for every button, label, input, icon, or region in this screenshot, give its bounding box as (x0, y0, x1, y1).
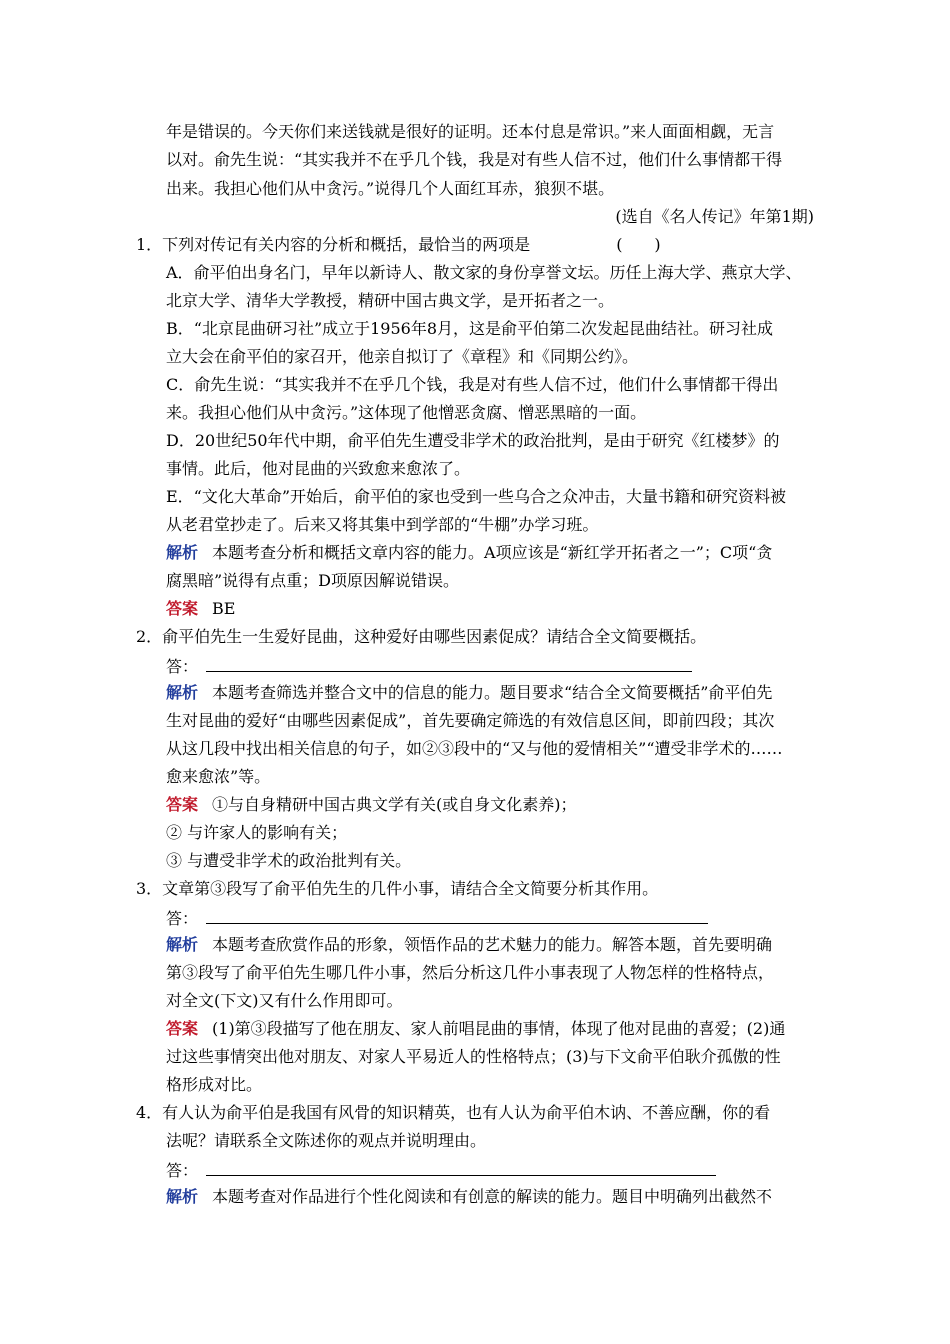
option-line: 事情。此后，他对昆曲的兴致愈来愈浓了。 (166, 459, 471, 478)
analysis-label: 解析 (166, 543, 199, 562)
analysis-label: 解析 (166, 683, 199, 702)
option-line: 北京大学、清华大学教授，精研中国古典文学，是开拓者之一。 (166, 291, 615, 310)
option-line: 来。我担心他们从中贪污。”这体现了他憎恶贪腐、憎恶黑暗的一面。 (166, 403, 647, 422)
answer-blank[interactable]: 答： (166, 905, 708, 931)
answer-line: ③ 与遭受非学术的政治批判有关。 (166, 851, 412, 870)
question-4-stem: 4．有人认为俞平伯是我国有风骨的知识精英，也有人认为俞平伯木讷、不善应酬，你的看 (136, 1103, 771, 1122)
answer-label: 答案 (166, 795, 199, 814)
question-1-stem: 1．下列对传记有关内容的分析和概括，最恰当的两项是 ( ) (136, 235, 661, 254)
analysis-line: 对全文(下文)又有什么作用即可。 (166, 991, 403, 1010)
source-citation: (选自《名人传记》年第1期) (615, 207, 814, 226)
option-line: A．俞平伯出身名门，早年以新诗人、散文家的身份享誉文坛。历任上海大学、燕京大学、 (166, 263, 802, 282)
answer-underline[interactable] (206, 905, 708, 924)
analysis-line: 解析 本题考查欣赏作品的形象，领悟作品的艺术魅力的能力。解答本题，首先要明确 (166, 935, 773, 954)
option-line: C．俞先生说：“其实我并不在乎几个钱，我是对有些人信不过，他们什么事情都干得出 (166, 375, 779, 394)
option-line: E．“文化大革命”开始后，俞平伯的家也受到一些乌合之众冲击，大量书籍和研究资料被 (166, 487, 787, 506)
analysis-line: 从这几段中找出相关信息的句子，如②③段中的“又与他的爱情相关”“遭受非学术的…… (166, 739, 783, 758)
question-4-stem: 法呢？请联系全文陈述你的观点并说明理由。 (166, 1131, 487, 1150)
analysis-line: 愈来愈浓”等。 (166, 767, 271, 786)
answer-line: 答案 BE (166, 599, 236, 618)
answer-blank[interactable]: 答： (166, 653, 692, 679)
passage-line: 年是错误的。今天你们来送钱就是很好的证明。还本付息是常识。”来人面面相觑，无言 (166, 122, 775, 141)
question-3-stem: 3．文章第③段写了俞平伯先生的几件小事，请结合全文简要分析其作用。 (136, 879, 659, 898)
analysis-line: 腐黑暗”说得有点重；D项原因解说错误。 (166, 571, 460, 590)
answer-line: 格形成对比。 (166, 1075, 263, 1094)
answer-label: 答案 (166, 599, 199, 618)
answer-label: 答案 (166, 1019, 199, 1038)
option-line: 从老君堂抄走了。后来又将其集中到学部的“牛棚”办学习班。 (166, 515, 599, 534)
option-line: B．“北京昆曲研习社”成立于1956年8月，这是俞平伯第二次发起昆曲结社。研习社成 (166, 319, 774, 338)
question-2-stem: 2．俞平伯先生一生爱好昆曲，这种爱好由哪些因素促成？请结合全文简要概括。 (136, 627, 707, 646)
analysis-line: 生对昆曲的爱好“由哪些因素促成”，首先要确定筛选的有效信息区间，即前四段；其次 (166, 711, 775, 730)
answer-line: 过这些事情突出他对朋友、对家人平易近人的性格特点；(3)与下文俞平伯耿介孤傲的性 (166, 1047, 781, 1066)
analysis-line: 解析 本题考查筛选并整合文中的信息的能力。题目要求“结合全文简要概括”俞平伯先 (166, 683, 773, 702)
passage-line: 以对。俞先生说：“其实我并不在乎几个钱，我是对有些人信不过，他们什么事情都干得 (166, 150, 783, 169)
answer-line: ② 与许家人的影响有关； (166, 823, 348, 842)
answer-underline[interactable] (206, 653, 692, 672)
analysis-label: 解析 (166, 1187, 199, 1206)
answer-line: 答案 ①与自身精研中国古典文学有关(或自身文化素养)； (166, 795, 577, 814)
analysis-label: 解析 (166, 935, 199, 954)
answer-paren: ( ) (616, 235, 661, 254)
analysis-line: 解析 本题考查对作品进行个性化阅读和有创意的解读的能力。题目中明确列出截然不 (166, 1187, 773, 1206)
answer-line: 答案 (1)第③段描写了他在朋友、家人前唱昆曲的事情，体现了他对昆曲的喜爱；(2)通 (166, 1019, 786, 1038)
analysis-line: 解析 本题考查分析和概括文章内容的能力。A项应该是“新红学开拓者之一”；C项“贪 (166, 543, 773, 562)
answer-blank[interactable]: 答： (166, 1157, 716, 1183)
answer-underline[interactable] (206, 1157, 716, 1176)
option-line: D．20世纪50年代中期，俞平伯先生遭受非学术的政治批判，是由于研究《红楼梦》的 (166, 431, 780, 450)
analysis-line: 第③段写了俞平伯先生哪几件小事，然后分析这几件小事表现了人物怎样的性格特点， (166, 963, 775, 982)
option-line: 立大会在俞平伯的家召开，他亲自拟订了《章程》和《同期公约》。 (166, 347, 639, 366)
passage-line: 出来。我担心他们从中贪污。”说得几个人面红耳赤，狼狈不堪。 (166, 179, 615, 198)
